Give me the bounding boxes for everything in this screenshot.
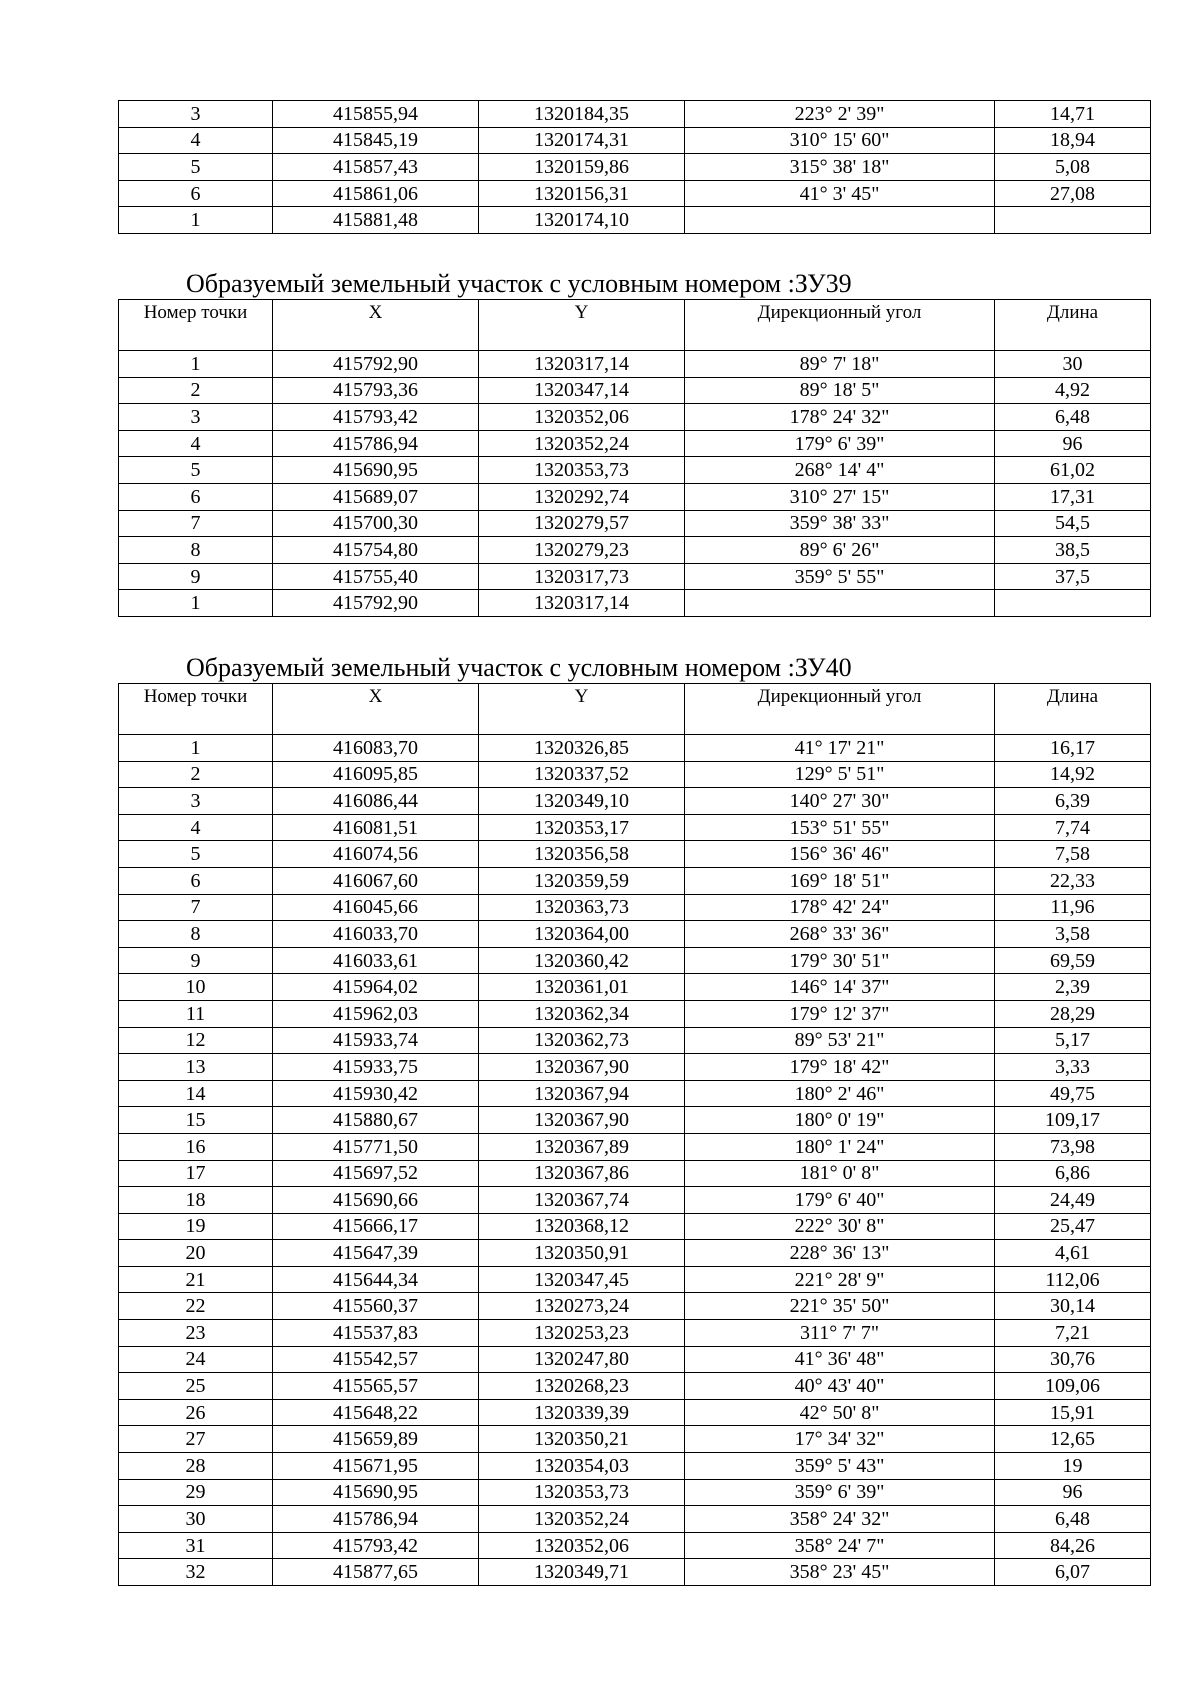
cell-point-number: 15 xyxy=(119,1107,273,1134)
header-y: Y xyxy=(479,300,685,351)
cell-x: 416083,70 xyxy=(273,735,479,762)
cell-direction-angle: 221° 35' 50" xyxy=(685,1293,995,1320)
table-row xyxy=(119,1532,1151,1559)
cell-point-number: 21 xyxy=(119,1266,273,1293)
cell-length: 112,06 xyxy=(995,1266,1151,1293)
cell-direction-angle: 359° 6' 39" xyxy=(685,1479,995,1506)
cell-direction-angle: 153° 51' 55" xyxy=(685,814,995,841)
table-row xyxy=(119,974,1151,1001)
cell-length: 7,58 xyxy=(995,841,1151,868)
cell-point-number: 12 xyxy=(119,1027,273,1054)
cell-x: 415792,90 xyxy=(273,351,479,378)
table-row xyxy=(119,1346,1151,1373)
table-row xyxy=(119,1373,1151,1400)
cell-direction-angle: 180° 0' 19" xyxy=(685,1107,995,1134)
cell-length: 16,17 xyxy=(995,735,1151,762)
cell-x: 415565,57 xyxy=(273,1373,479,1400)
cell-length: 14,71 xyxy=(995,101,1151,128)
cell-length: 4,92 xyxy=(995,377,1151,404)
cell-y: 1320353,17 xyxy=(479,814,685,841)
cell-direction-angle: 358° 24' 32" xyxy=(685,1506,995,1533)
cell-length: 3,58 xyxy=(995,921,1151,948)
header-x: X xyxy=(273,300,479,351)
cell-direction-angle: 146° 14' 37" xyxy=(685,974,995,1001)
cell-y: 1320253,23 xyxy=(479,1320,685,1347)
table-row xyxy=(119,1240,1151,1267)
cell-x: 415648,22 xyxy=(273,1399,479,1426)
cell-length: 14,92 xyxy=(995,761,1151,788)
cell-point-number: 3 xyxy=(119,101,273,128)
cell-point-number: 11 xyxy=(119,1000,273,1027)
cell-y: 1320184,35 xyxy=(479,101,685,128)
cell-y: 1320337,52 xyxy=(479,761,685,788)
table-header-row xyxy=(119,684,1151,735)
cell-point-number: 10 xyxy=(119,974,273,1001)
cell-y: 1320367,86 xyxy=(479,1160,685,1187)
cell-x: 415666,17 xyxy=(273,1213,479,1240)
cell-x: 415690,95 xyxy=(273,457,479,484)
cell-y: 1320363,73 xyxy=(479,894,685,921)
cell-y: 1320292,74 xyxy=(479,483,685,510)
cell-x: 415793,42 xyxy=(273,1532,479,1559)
table-header-row xyxy=(119,300,1151,351)
cell-length: 27,08 xyxy=(995,180,1151,207)
cell-length: 28,29 xyxy=(995,1000,1151,1027)
cell-point-number: 6 xyxy=(119,180,273,207)
cell-point-number: 9 xyxy=(119,947,273,974)
cell-direction-angle: 89° 7' 18" xyxy=(685,351,995,378)
cell-point-number: 1 xyxy=(119,207,273,234)
cell-x: 415881,48 xyxy=(273,207,479,234)
table-row xyxy=(119,1027,1151,1054)
cell-point-number: 16 xyxy=(119,1133,273,1160)
cell-direction-angle: 41° 3' 45" xyxy=(685,180,995,207)
cell-point-number: 18 xyxy=(119,1187,273,1214)
cell-length: 30,76 xyxy=(995,1346,1151,1373)
cell-length: 17,31 xyxy=(995,483,1151,510)
table-row xyxy=(119,154,1151,181)
cell-point-number: 28 xyxy=(119,1453,273,1480)
cell-point-number: 2 xyxy=(119,761,273,788)
cell-point-number: 25 xyxy=(119,1373,273,1400)
cell-point-number: 30 xyxy=(119,1506,273,1533)
table-row xyxy=(119,1293,1151,1320)
cell-y: 1320347,45 xyxy=(479,1266,685,1293)
cell-point-number: 4 xyxy=(119,814,273,841)
cell-length: 30,14 xyxy=(995,1293,1151,1320)
cell-length: 6,48 xyxy=(995,404,1151,431)
cell-point-number: 26 xyxy=(119,1399,273,1426)
cell-direction-angle: 89° 6' 26" xyxy=(685,537,995,564)
cell-x: 415861,06 xyxy=(273,180,479,207)
cell-y: 1320273,24 xyxy=(479,1293,685,1320)
cell-point-number: 22 xyxy=(119,1293,273,1320)
cell-point-number: 4 xyxy=(119,430,273,457)
continued-coordinates-table xyxy=(118,100,1151,234)
cell-direction-angle: 180° 1' 24" xyxy=(685,1133,995,1160)
cell-direction-angle: 228° 36' 13" xyxy=(685,1240,995,1267)
cell-x: 415537,83 xyxy=(273,1320,479,1347)
cell-length: 109,17 xyxy=(995,1107,1151,1134)
table-row xyxy=(119,921,1151,948)
cell-x: 415930,42 xyxy=(273,1080,479,1107)
cell-length: 37,5 xyxy=(995,563,1151,590)
cell-direction-angle: 89° 53' 21" xyxy=(685,1027,995,1054)
cell-y: 1320362,34 xyxy=(479,1000,685,1027)
table-row xyxy=(119,180,1151,207)
cell-point-number: 3 xyxy=(119,788,273,815)
cell-direction-angle: 268° 14' 4" xyxy=(685,457,995,484)
cell-direction-angle: 359° 5' 55" xyxy=(685,563,995,590)
cell-length: 22,33 xyxy=(995,867,1151,894)
header-point-number: Номер точки xyxy=(119,684,273,735)
header-direction-angle: Дирекционный угол xyxy=(685,300,995,351)
header-point-number: Номер точки xyxy=(119,300,273,351)
cell-length: 30 xyxy=(995,351,1151,378)
cell-x: 415560,37 xyxy=(273,1293,479,1320)
cell-x: 415792,90 xyxy=(273,590,479,617)
cell-y: 1320174,31 xyxy=(479,127,685,154)
cell-direction-angle: 181° 0' 8" xyxy=(685,1160,995,1187)
cell-x: 415644,34 xyxy=(273,1266,479,1293)
cell-direction-angle: 179° 30' 51" xyxy=(685,947,995,974)
cell-direction-angle: 129° 5' 51" xyxy=(685,761,995,788)
cell-x: 415771,50 xyxy=(273,1133,479,1160)
cell-direction-angle: 140° 27' 30" xyxy=(685,788,995,815)
cell-x: 416074,56 xyxy=(273,841,479,868)
cell-y: 1320362,73 xyxy=(479,1027,685,1054)
cell-y: 1320360,42 xyxy=(479,947,685,974)
cell-x: 415755,40 xyxy=(273,563,479,590)
table-row xyxy=(119,483,1151,510)
cell-y: 1320367,94 xyxy=(479,1080,685,1107)
cell-length: 4,61 xyxy=(995,1240,1151,1267)
table-row xyxy=(119,1399,1151,1426)
cell-x: 416045,66 xyxy=(273,894,479,921)
cell-x: 415786,94 xyxy=(273,430,479,457)
cell-point-number: 2 xyxy=(119,377,273,404)
coordinates-table-zu39 xyxy=(118,299,1151,617)
cell-x: 415542,57 xyxy=(273,1346,479,1373)
cell-y: 1320326,85 xyxy=(479,735,685,762)
cell-direction-angle: 222° 30' 8" xyxy=(685,1213,995,1240)
cell-length: 69,59 xyxy=(995,947,1151,974)
cell-length: 24,49 xyxy=(995,1187,1151,1214)
cell-length: 15,91 xyxy=(995,1399,1151,1426)
cell-y: 1320350,21 xyxy=(479,1426,685,1453)
table-row xyxy=(119,1187,1151,1214)
table-row xyxy=(119,1426,1151,1453)
cell-y: 1320349,71 xyxy=(479,1559,685,1586)
table-row xyxy=(119,1266,1151,1293)
cell-length: 96 xyxy=(995,430,1151,457)
cell-point-number: 7 xyxy=(119,510,273,537)
cell-direction-angle: 17° 34' 32" xyxy=(685,1426,995,1453)
cell-point-number: 17 xyxy=(119,1160,273,1187)
cell-direction-angle: 178° 42' 24" xyxy=(685,894,995,921)
cell-length: 19 xyxy=(995,1453,1151,1480)
table-row xyxy=(119,814,1151,841)
cell-x: 416081,51 xyxy=(273,814,479,841)
cell-point-number: 5 xyxy=(119,841,273,868)
cell-x: 415933,74 xyxy=(273,1027,479,1054)
cell-y: 1320349,10 xyxy=(479,788,685,815)
cell-point-number: 9 xyxy=(119,563,273,590)
cell-length: 109,06 xyxy=(995,1373,1151,1400)
cell-y: 1320364,00 xyxy=(479,921,685,948)
cell-direction-angle: 310° 15' 60" xyxy=(685,127,995,154)
table-row xyxy=(119,1320,1151,1347)
cell-y: 1320367,89 xyxy=(479,1133,685,1160)
table-row xyxy=(119,1160,1151,1187)
cell-point-number: 19 xyxy=(119,1213,273,1240)
table-row xyxy=(119,1107,1151,1134)
cell-length: 54,5 xyxy=(995,510,1151,537)
cell-direction-angle: 223° 2' 39" xyxy=(685,101,995,128)
cell-length: 5,17 xyxy=(995,1027,1151,1054)
cell-x: 416095,85 xyxy=(273,761,479,788)
cell-x: 415786,94 xyxy=(273,1506,479,1533)
cell-point-number: 27 xyxy=(119,1426,273,1453)
cell-direction-angle: 179° 18' 42" xyxy=(685,1054,995,1081)
cell-point-number: 3 xyxy=(119,404,273,431)
table-row xyxy=(119,351,1151,378)
cell-y: 1320279,23 xyxy=(479,537,685,564)
header-length: Длина xyxy=(995,684,1151,735)
cell-length: 2,39 xyxy=(995,974,1151,1001)
cell-length: 7,74 xyxy=(995,814,1151,841)
cell-point-number: 32 xyxy=(119,1559,273,1586)
cell-y: 1320352,06 xyxy=(479,404,685,431)
cell-point-number: 14 xyxy=(119,1080,273,1107)
section-title-zu39: Образуемый земельный участок с условным номером :ЗУ39 xyxy=(186,269,852,298)
section-title-zu40: Образуемый земельный участок с условным номером :ЗУ40 xyxy=(186,653,852,682)
cell-point-number: 1 xyxy=(119,351,273,378)
cell-direction-angle: 89° 18' 5" xyxy=(685,377,995,404)
cell-x: 416067,60 xyxy=(273,867,479,894)
table-row xyxy=(119,761,1151,788)
cell-y: 1320156,31 xyxy=(479,180,685,207)
table-row xyxy=(119,457,1151,484)
cell-point-number: 1 xyxy=(119,590,273,617)
cell-direction-angle xyxy=(685,207,995,234)
table-row xyxy=(119,563,1151,590)
cell-x: 415697,52 xyxy=(273,1160,479,1187)
table-row xyxy=(119,947,1151,974)
cell-x: 415855,94 xyxy=(273,101,479,128)
cell-y: 1320159,86 xyxy=(479,154,685,181)
cell-point-number: 6 xyxy=(119,867,273,894)
cell-y: 1320247,80 xyxy=(479,1346,685,1373)
cell-x: 415690,66 xyxy=(273,1187,479,1214)
cell-point-number: 24 xyxy=(119,1346,273,1373)
cell-x: 415671,95 xyxy=(273,1453,479,1480)
table-row xyxy=(119,404,1151,431)
table-row xyxy=(119,377,1151,404)
cell-length: 61,02 xyxy=(995,457,1151,484)
table-row xyxy=(119,867,1151,894)
cell-x: 415793,42 xyxy=(273,404,479,431)
table-row xyxy=(119,1559,1151,1586)
cell-y: 1320317,14 xyxy=(479,351,685,378)
table-row xyxy=(119,788,1151,815)
cell-x: 416086,44 xyxy=(273,788,479,815)
cell-y: 1320350,91 xyxy=(479,1240,685,1267)
cell-x: 415962,03 xyxy=(273,1000,479,1027)
cell-y: 1320356,58 xyxy=(479,841,685,868)
table-row xyxy=(119,510,1151,537)
cell-point-number: 13 xyxy=(119,1054,273,1081)
cell-x: 415647,39 xyxy=(273,1240,479,1267)
cell-direction-angle: 178° 24' 32" xyxy=(685,404,995,431)
cell-length: 25,47 xyxy=(995,1213,1151,1240)
cell-direction-angle: 358° 23' 45" xyxy=(685,1559,995,1586)
coordinates-table-zu40 xyxy=(118,683,1151,1586)
cell-direction-angle: 40° 43' 40" xyxy=(685,1373,995,1400)
cell-point-number: 23 xyxy=(119,1320,273,1347)
cell-direction-angle: 311° 7' 7" xyxy=(685,1320,995,1347)
table-row xyxy=(119,537,1151,564)
cell-x: 415754,80 xyxy=(273,537,479,564)
cell-y: 1320353,73 xyxy=(479,457,685,484)
cell-y: 1320361,01 xyxy=(479,974,685,1001)
cell-x: 415933,75 xyxy=(273,1054,479,1081)
cell-length: 3,33 xyxy=(995,1054,1151,1081)
cell-length: 73,98 xyxy=(995,1133,1151,1160)
cell-direction-angle: 310° 27' 15" xyxy=(685,483,995,510)
cell-length xyxy=(995,590,1151,617)
cell-x: 416033,61 xyxy=(273,947,479,974)
cell-direction-angle: 42° 50' 8" xyxy=(685,1399,995,1426)
cell-x: 415659,89 xyxy=(273,1426,479,1453)
cell-y: 1320174,10 xyxy=(479,207,685,234)
cell-x: 415845,19 xyxy=(273,127,479,154)
table-row xyxy=(119,841,1151,868)
cell-direction-angle xyxy=(685,590,995,617)
cell-length: 18,94 xyxy=(995,127,1151,154)
table-row xyxy=(119,1479,1151,1506)
cell-point-number: 5 xyxy=(119,457,273,484)
table-row xyxy=(119,430,1151,457)
cell-direction-angle: 315° 38' 18" xyxy=(685,154,995,181)
cell-y: 1320317,14 xyxy=(479,590,685,617)
header-y: Y xyxy=(479,684,685,735)
cell-direction-angle: 180° 2' 46" xyxy=(685,1080,995,1107)
table-row xyxy=(119,590,1151,617)
table-row xyxy=(119,1133,1151,1160)
cell-direction-angle: 179° 12' 37" xyxy=(685,1000,995,1027)
cell-point-number: 6 xyxy=(119,483,273,510)
cell-point-number: 31 xyxy=(119,1532,273,1559)
cell-y: 1320339,39 xyxy=(479,1399,685,1426)
cell-y: 1320359,59 xyxy=(479,867,685,894)
table-row xyxy=(119,1213,1151,1240)
cell-length xyxy=(995,207,1151,234)
table-row xyxy=(119,735,1151,762)
header-x: X xyxy=(273,684,479,735)
cell-point-number: 8 xyxy=(119,921,273,948)
cell-direction-angle: 359° 38' 33" xyxy=(685,510,995,537)
cell-length: 6,39 xyxy=(995,788,1151,815)
cell-x: 415793,36 xyxy=(273,377,479,404)
cell-point-number: 4 xyxy=(119,127,273,154)
cell-x: 415857,43 xyxy=(273,154,479,181)
cell-length: 12,65 xyxy=(995,1426,1151,1453)
cell-length: 5,08 xyxy=(995,154,1151,181)
cell-length: 6,48 xyxy=(995,1506,1151,1533)
cell-direction-angle: 179° 6' 40" xyxy=(685,1187,995,1214)
cell-y: 1320352,24 xyxy=(479,430,685,457)
cell-point-number: 8 xyxy=(119,537,273,564)
cell-direction-angle: 268° 33' 36" xyxy=(685,921,995,948)
table-row xyxy=(119,1000,1151,1027)
cell-point-number: 20 xyxy=(119,1240,273,1267)
cell-point-number: 1 xyxy=(119,735,273,762)
cell-y: 1320352,06 xyxy=(479,1532,685,1559)
cell-x: 415877,65 xyxy=(273,1559,479,1586)
cell-direction-angle: 179° 6' 39" xyxy=(685,430,995,457)
cell-direction-angle: 156° 36' 46" xyxy=(685,841,995,868)
cell-y: 1320317,73 xyxy=(479,563,685,590)
cell-point-number: 5 xyxy=(119,154,273,181)
cell-point-number: 29 xyxy=(119,1479,273,1506)
cell-point-number: 7 xyxy=(119,894,273,921)
cell-x: 415700,30 xyxy=(273,510,479,537)
table-row xyxy=(119,894,1151,921)
table-row xyxy=(119,1506,1151,1533)
cell-y: 1320367,90 xyxy=(479,1054,685,1081)
header-direction-angle: Дирекционный угол xyxy=(685,684,995,735)
cell-length: 38,5 xyxy=(995,537,1151,564)
cell-length: 6,07 xyxy=(995,1559,1151,1586)
cell-direction-angle: 359° 5' 43" xyxy=(685,1453,995,1480)
cell-y: 1320352,24 xyxy=(479,1506,685,1533)
cell-y: 1320353,73 xyxy=(479,1479,685,1506)
cell-direction-angle: 169° 18' 51" xyxy=(685,867,995,894)
table-row xyxy=(119,101,1151,128)
table-row xyxy=(119,207,1151,234)
cell-length: 7,21 xyxy=(995,1320,1151,1347)
cell-x: 415880,67 xyxy=(273,1107,479,1134)
cell-direction-angle: 221° 28' 9" xyxy=(685,1266,995,1293)
cell-y: 1320354,03 xyxy=(479,1453,685,1480)
cell-direction-angle: 358° 24' 7" xyxy=(685,1532,995,1559)
cell-y: 1320368,12 xyxy=(479,1213,685,1240)
cell-x: 415689,07 xyxy=(273,483,479,510)
table-row xyxy=(119,1054,1151,1081)
cell-length: 84,26 xyxy=(995,1532,1151,1559)
cell-length: 49,75 xyxy=(995,1080,1151,1107)
cell-x: 415964,02 xyxy=(273,974,479,1001)
header-length: Длина xyxy=(995,300,1151,351)
cell-x: 416033,70 xyxy=(273,921,479,948)
cell-length: 96 xyxy=(995,1479,1151,1506)
cell-direction-angle: 41° 17' 21" xyxy=(685,735,995,762)
table-row xyxy=(119,1453,1151,1480)
table-row xyxy=(119,127,1151,154)
cell-y: 1320367,74 xyxy=(479,1187,685,1214)
cell-x: 415690,95 xyxy=(273,1479,479,1506)
cell-length: 11,96 xyxy=(995,894,1151,921)
cell-y: 1320367,90 xyxy=(479,1107,685,1134)
cell-y: 1320347,14 xyxy=(479,377,685,404)
cell-y: 1320279,57 xyxy=(479,510,685,537)
table-row xyxy=(119,1080,1151,1107)
cell-direction-angle: 41° 36' 48" xyxy=(685,1346,995,1373)
cell-length: 6,86 xyxy=(995,1160,1151,1187)
cell-y: 1320268,23 xyxy=(479,1373,685,1400)
